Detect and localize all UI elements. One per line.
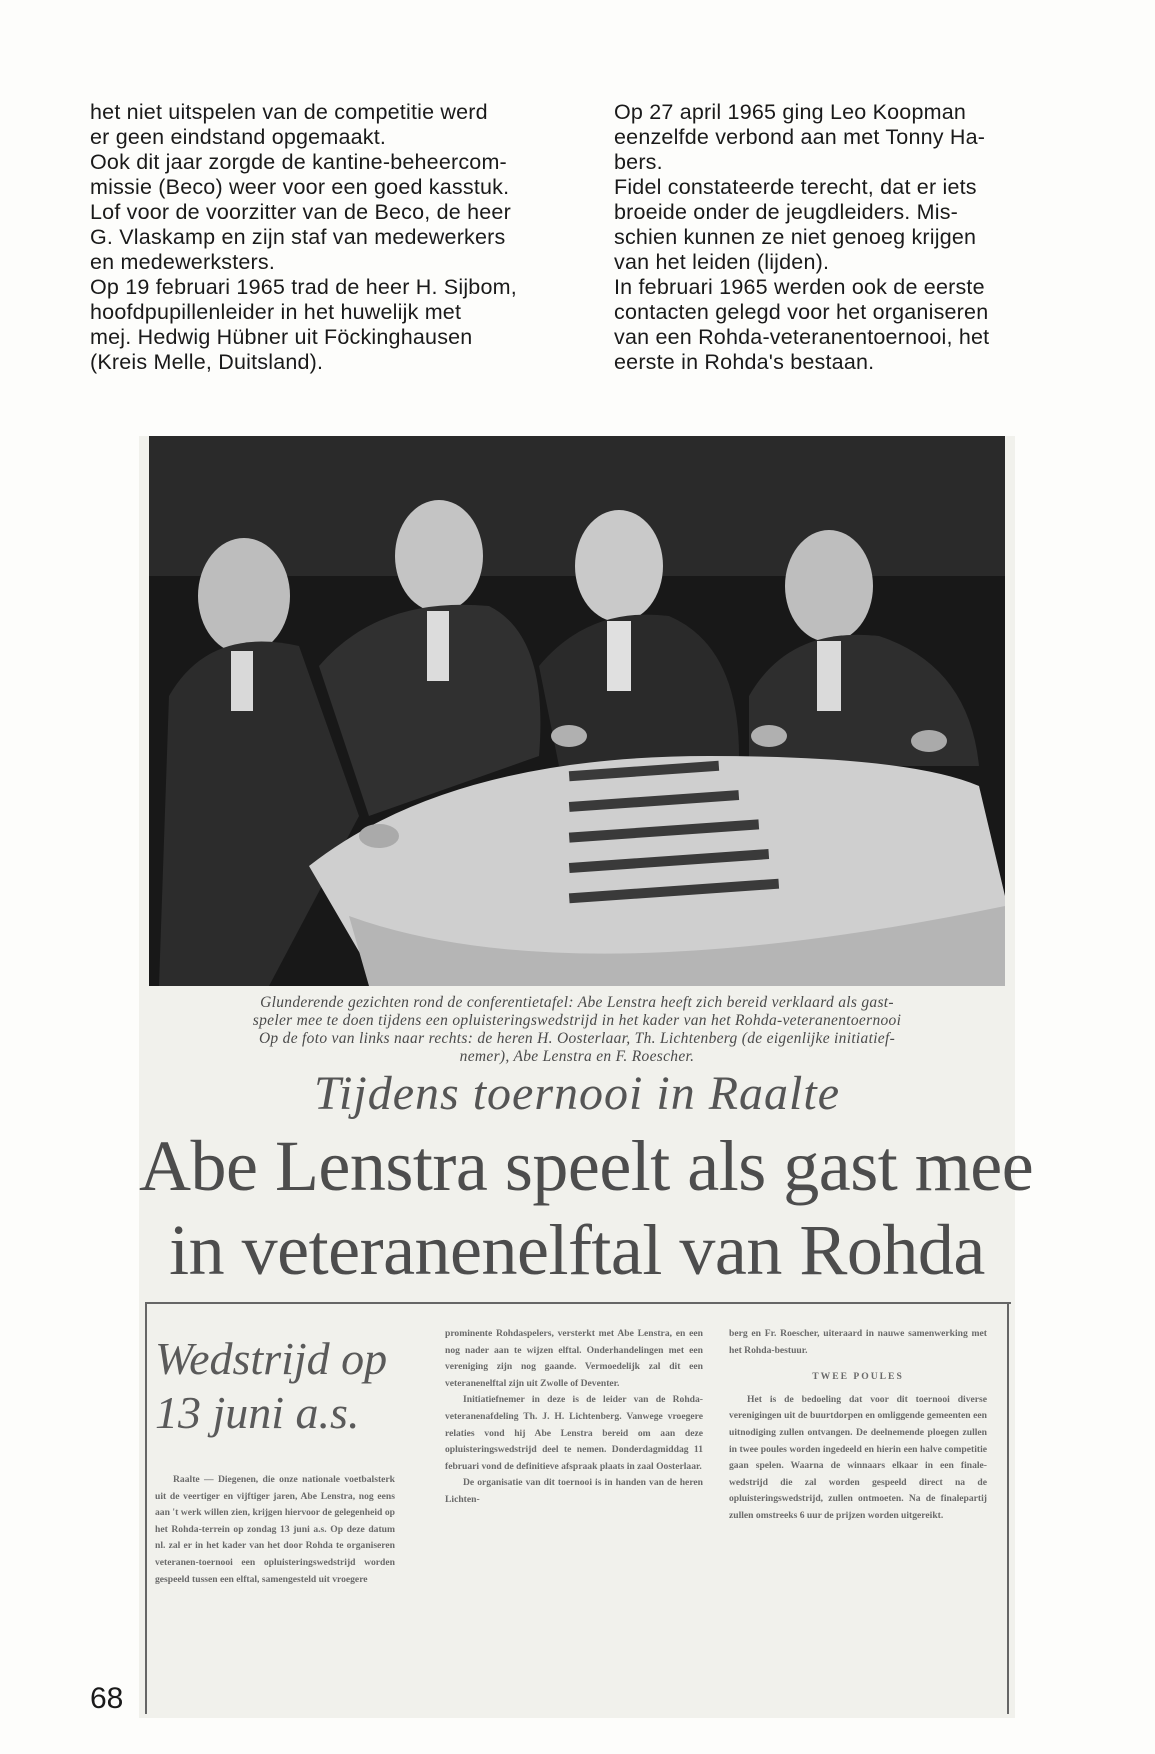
deck-line: Wedstrijd op: [155, 1333, 388, 1384]
page-number: 68: [90, 1682, 124, 1715]
text-line: eerste in Rohda's bestaan.: [614, 350, 875, 374]
text-line: Fidel constateerde terecht, dat er iets: [614, 175, 977, 199]
subheadline-deck: [155, 1332, 395, 1440]
left-text-column: [90, 100, 538, 375]
column-rule: [145, 1304, 147, 1714]
article-column-3: [729, 1326, 987, 1525]
caption-line: nemer), Abe Lenstra en F. Roescher.: [459, 1048, 695, 1065]
newspaper-clipping: [139, 436, 1034, 1718]
article-paragraph: Initiatiefnemer in deze is de leider van de Rohda-veteranenafdeling Th. J. H. Lichtenberg. Vanwege vroegere relaties vond hij Abe Lenstra bereid om aan deze opluisteringswedstrijd deel te nemen. Donderdagmiddag 11 februari vond de definitieve afspraak plaats in zaal Oosterlaar.: [445, 1394, 703, 1472]
photo-illustration: [149, 436, 1005, 986]
text-line: het niet uitspelen van de competitie werd: [90, 100, 488, 124]
text-line: eenzelfde verbond aan met Tonny Ha-: [614, 125, 986, 149]
article-paragraph: Raalte — Diegenen, die onze nationale voetbalsterk uit de veertiger en vijftiger jaren, Abe Lenstra, nog eens aan 't werk willen zien, krijgen hiervoor de gelegenheid op het Rohda-terrein op zondag 13 juni a.s. Op deze datum nl. zal er in het kader van het door Rohda te organiseren veteranen-toernooi een opluisteringswedstrijd worden gespeeld tussen een elftal, samengesteld uit vroegere: [155, 1474, 395, 1585]
text-line: en medewerksters.: [90, 250, 276, 274]
deck-line: 13 juni a.s.: [155, 1387, 360, 1438]
article-paragraph: prominente Rohdaspelers, versterkt met Abe Lenstra, en een nog nader aan te wijzen elftal. Onderhandelingen met een vereniging zijn nog gaande. Vermoedelijk zal dit een veteranenelftal zijn uit Zwolle of Deventer.: [445, 1328, 703, 1389]
text-line: van een Rohda-veteranentoernooi, het: [614, 325, 990, 349]
right-text-column: [614, 100, 1062, 375]
text-line: mej. Hedwig Hübner uit Föckinghausen: [90, 325, 473, 349]
text-line: van het leiden (lijden).: [614, 250, 830, 274]
article-column-2: [445, 1326, 703, 1509]
article-subhead: TWEE POULES: [812, 1371, 904, 1383]
text-line: broeide onder de jeugdleiders. Mis-: [614, 200, 959, 224]
caption-line: Glunderende gezichten rond de conferentietafel: Abe Lenstra heeft zich bereid verklaard als gast-: [260, 994, 894, 1011]
text-line: bers.: [614, 150, 663, 174]
article-paragraph: Het is de bedoeling dat voor dit toernooi diverse verenigingen uit de buurtdorpen en omliggende gemeenten een uitnodiging zullen ontvangen. De deelnemende ploegen zullen in twee poules worden ingedeeld en hierin een halve competitie gaan spelen. Waarna de winnaars elkaar in een finale-wedstrijd die zal worden gespeeld direct na de opluisteringswedstrijd, zullen ontmoeten. Na de finalepartij zullen omstreeks 6 uur de prijzen worden uitgereikt.: [729, 1393, 987, 1521]
text-line: Op 19 februari 1965 trad de heer H. Sijbom,: [90, 275, 517, 299]
text-line: hoofdpupillenleider in het huwelijk met: [90, 300, 462, 324]
text-line: er geen eindstand opgemaakt.: [90, 125, 387, 149]
text-line: missie (Beco) weer voor een goed kasstuk.: [90, 175, 510, 199]
article-paragraph: berg en Fr. Roescher, uiteraard in nauwe samenwerking met het Rohda-bestuur.: [729, 1328, 987, 1356]
text-line: (Kreis Melle, Duitsland).: [90, 350, 324, 374]
text-line: In februari 1965 werden ook de eerste: [614, 275, 985, 299]
headline-line-1: Abe Lenstra speelt als gast mee: [139, 1126, 1034, 1206]
text-line: contacten gelegd voor het organiseren: [614, 300, 989, 324]
text-line: G. Vlaskamp en zijn staf van medewerkers: [90, 225, 506, 249]
text-line: schien kunnen ze niet genoeg krijgen: [614, 225, 977, 249]
text-line: Lof voor de voorzitter van de Beco, de heer: [90, 200, 511, 224]
caption-line: speler mee te doen tijdens een opluisteringswedstrijd in het kader van het Rohda-veteranentoernooi: [252, 1012, 902, 1029]
caption-line: Op de foto van links naar rechts: de heren H. Oosterlaar, Th. Lichtenberg (de eigenlijke initiatief-: [258, 1030, 896, 1047]
headline-kicker: Tijdens toernooi in Raalte: [314, 1067, 840, 1120]
column-rule: [145, 1302, 1011, 1304]
text-line: Op 27 april 1965 ging Leo Koopman: [614, 100, 967, 124]
article-column-1: [155, 1472, 395, 1588]
headline-line-2: in veteranenelftal van Rohda: [169, 1210, 985, 1290]
text-line: Ook dit jaar zorgde de kantine-beheercom-: [90, 150, 507, 174]
photo-caption: [139, 994, 1015, 1066]
article-paragraph: De organisatie van dit toernooi is in handen van de heren Lichten-: [445, 1477, 703, 1505]
column-rule: [1007, 1304, 1009, 1714]
group-photo: [149, 436, 1005, 986]
